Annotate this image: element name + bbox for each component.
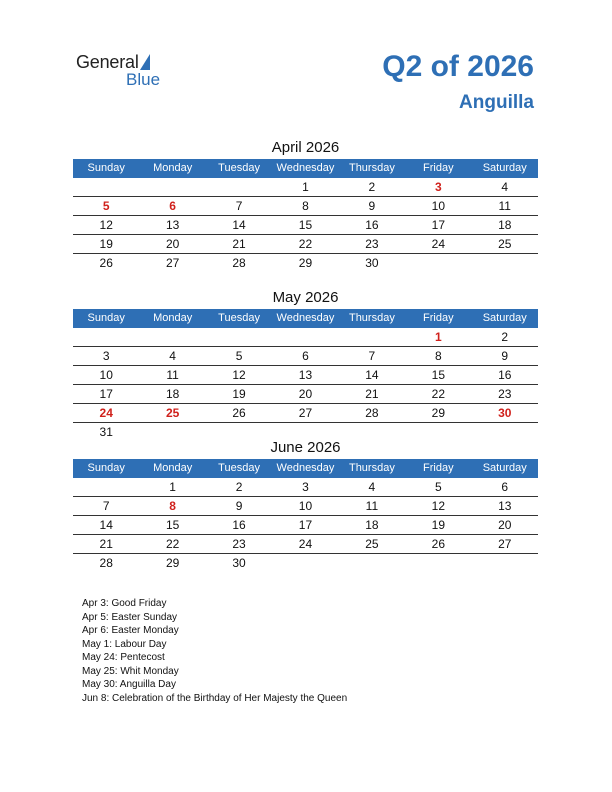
day-cell: 1 — [169, 480, 176, 494]
week-row — [73, 404, 538, 423]
week-row — [73, 366, 538, 385]
holiday-note: May 30: Anguilla Day — [82, 679, 176, 690]
weekday-sunday: Sunday — [87, 312, 125, 324]
weekday-wednesday: Wednesday — [276, 312, 335, 324]
weekday-friday: Friday — [423, 312, 454, 324]
day-cell: 4 — [169, 349, 176, 363]
day-cell: 12 — [99, 218, 113, 232]
weekday-tuesday: Tuesday — [218, 162, 260, 174]
day-cell: 18 — [365, 518, 379, 532]
day-cell: 13 — [298, 368, 313, 382]
weekday-monday: Monday — [153, 312, 193, 324]
week-row — [73, 254, 538, 272]
day-cell: 23 — [232, 537, 246, 551]
day-cell: 3 — [302, 480, 309, 494]
day-cell: 9 — [235, 499, 243, 513]
week-row — [73, 554, 538, 572]
day-cell: 26 — [431, 537, 445, 551]
holiday-day-cell: 8 — [169, 499, 176, 513]
week-row — [73, 197, 538, 216]
day-cell — [339, 554, 405, 572]
day-cell: 13 — [165, 218, 180, 232]
month-june — [73, 437, 538, 572]
weekday-header — [73, 159, 538, 178]
month-title: June 2026 — [270, 439, 341, 456]
day-cell: 19 — [232, 387, 246, 401]
page-title: Q2 of 2026 — [382, 50, 534, 83]
day-cell: 17 — [431, 218, 445, 232]
holiday-day-cell: 3 — [434, 180, 442, 194]
day-cell: 8 — [434, 349, 442, 363]
day-cell: 17 — [298, 518, 313, 532]
month-title: April 2026 — [271, 139, 340, 156]
day-cell: 14 — [365, 368, 379, 382]
day-cell — [405, 254, 471, 272]
holiday-day-cell: 1 — [434, 330, 442, 344]
weekday-friday: Friday — [423, 162, 454, 174]
holiday-day-cell: 30 — [498, 406, 512, 420]
day-cell: 21 — [99, 537, 113, 551]
week-row — [73, 347, 538, 366]
day-cell — [139, 328, 205, 346]
holiday-note: May 1: Labour Day — [82, 638, 167, 650]
holiday-day-cell: 24 — [99, 406, 113, 420]
day-cell: 28 — [365, 406, 379, 420]
day-cell: 27 — [298, 406, 313, 420]
day-cell: 30 — [232, 556, 246, 570]
logo-blue-text: Blue — [126, 70, 161, 89]
week-row — [73, 516, 538, 535]
day-cell: 21 — [232, 237, 246, 251]
weekday-tuesday: Tuesday — [218, 312, 260, 324]
day-cell: 4 — [368, 480, 376, 494]
day-cell: 7 — [368, 349, 376, 363]
day-cell: 15 — [431, 368, 445, 382]
week-row — [73, 328, 538, 347]
day-cell — [472, 254, 538, 272]
day-cell — [73, 328, 139, 346]
holiday-note: May 24: Pentecost — [82, 652, 165, 663]
weekday-tuesday: Tuesday — [218, 462, 260, 474]
day-cell: 11 — [365, 499, 379, 513]
day-cell: 18 — [498, 218, 512, 232]
day-cell — [206, 178, 272, 196]
generalblue-logo — [76, 52, 186, 92]
day-cell: 10 — [298, 499, 313, 513]
day-cell: 5 — [434, 480, 442, 494]
day-cell: 25 — [498, 237, 512, 251]
day-cell: 2 — [235, 480, 243, 494]
day-cell: 2 — [501, 330, 509, 344]
month-may — [73, 287, 538, 441]
day-cell: 29 — [298, 256, 313, 270]
weekday-thursday: Thursday — [348, 462, 395, 474]
logo-general-text: General — [76, 52, 139, 72]
day-cell: 26 — [99, 256, 113, 270]
day-cell: 11 — [498, 199, 511, 213]
weekday-thursday: Thursday — [348, 162, 395, 174]
week-row — [73, 478, 538, 497]
weekday-header — [73, 309, 538, 328]
day-cell: 29 — [431, 406, 445, 420]
day-cell: 9 — [501, 349, 509, 363]
weekday-thursday: Thursday — [348, 312, 395, 324]
day-cell: 27 — [498, 537, 512, 551]
day-cell: 31 — [99, 425, 113, 439]
holiday-day-cell: 5 — [102, 199, 110, 213]
holiday-note: Apr 3: Good Friday — [82, 598, 167, 609]
month-april — [73, 137, 538, 272]
day-cell: 6 — [501, 480, 509, 494]
day-cell: 30 — [365, 256, 379, 270]
day-cell: 10 — [99, 368, 113, 382]
day-cell — [73, 178, 139, 196]
page-subtitle: Anguilla — [459, 92, 534, 113]
day-cell: 3 — [102, 349, 110, 363]
week-row — [73, 497, 538, 516]
day-cell: 23 — [498, 387, 512, 401]
day-cell: 22 — [431, 387, 445, 401]
week-row — [73, 235, 538, 254]
day-cell: 19 — [431, 518, 445, 532]
week-row — [73, 216, 538, 235]
day-cell: 14 — [232, 218, 246, 232]
holiday-day-cell: 25 — [165, 406, 180, 420]
day-cell — [472, 554, 538, 572]
weekday-saturday: Saturday — [482, 312, 527, 324]
day-cell: 20 — [165, 237, 180, 251]
day-cell: 15 — [165, 518, 180, 532]
day-cell: 18 — [165, 387, 180, 401]
day-cell: 12 — [431, 499, 445, 513]
week-row — [73, 385, 538, 404]
day-cell: 13 — [498, 499, 512, 513]
day-cell: 22 — [298, 237, 313, 251]
day-cell: 24 — [298, 537, 313, 551]
weekday-sunday: Sunday — [87, 462, 125, 474]
day-cell: 26 — [232, 406, 246, 420]
day-cell: 10 — [431, 199, 445, 213]
weekday-sunday: Sunday — [87, 162, 125, 174]
weekday-wednesday: Wednesday — [276, 462, 335, 474]
day-cell — [206, 328, 272, 346]
weekday-friday: Friday — [423, 462, 454, 474]
day-cell: 15 — [298, 218, 313, 232]
holiday-notes — [82, 597, 347, 705]
day-cell: 11 — [166, 368, 179, 382]
day-cell — [139, 178, 205, 196]
day-cell: 7 — [102, 499, 110, 513]
day-cell: 12 — [232, 368, 246, 382]
month-title: May 2026 — [272, 289, 339, 306]
day-cell: 28 — [232, 256, 246, 270]
day-cell — [339, 328, 405, 346]
day-cell — [272, 328, 338, 346]
day-cell: 20 — [498, 518, 512, 532]
day-cell: 8 — [302, 199, 309, 213]
day-cell — [73, 478, 139, 496]
day-cell: 4 — [501, 180, 509, 194]
day-cell: 1 — [302, 180, 309, 194]
day-cell: 25 — [365, 537, 379, 551]
day-cell — [405, 554, 471, 572]
holiday-note: Apr 6: Easter Monday — [82, 625, 179, 636]
day-cell: 21 — [365, 387, 379, 401]
day-cell: 24 — [431, 237, 445, 251]
holiday-note: Jun 8: Celebration of the Birthday of Her Majesty the Queen — [82, 692, 348, 704]
weekday-header — [73, 459, 538, 478]
day-cell: 6 — [302, 349, 309, 363]
day-cell: 23 — [365, 237, 379, 251]
holiday-day-cell: 6 — [169, 199, 176, 213]
holiday-note: May 25: Whit Monday — [82, 665, 179, 677]
day-cell: 29 — [165, 556, 180, 570]
weekday-wednesday: Wednesday — [276, 162, 335, 174]
day-cell: 16 — [365, 218, 379, 232]
week-row — [73, 178, 538, 197]
day-cell: 20 — [298, 387, 313, 401]
day-cell — [272, 554, 338, 572]
day-cell: 5 — [235, 349, 243, 363]
weekday-saturday: Saturday — [482, 162, 527, 174]
day-cell: 16 — [232, 518, 246, 532]
day-cell: 2 — [368, 180, 376, 194]
day-cell: 17 — [99, 387, 113, 401]
day-cell: 16 — [498, 368, 512, 382]
week-row — [73, 535, 538, 554]
day-cell: 9 — [368, 199, 376, 213]
weekday-monday: Monday — [153, 462, 193, 474]
weekday-monday: Monday — [153, 162, 193, 174]
day-cell: 27 — [165, 256, 180, 270]
day-cell: 7 — [235, 199, 243, 213]
logo-triangle-icon — [140, 54, 150, 70]
weekday-saturday: Saturday — [482, 462, 527, 474]
holiday-note: Apr 5: Easter Sunday — [82, 611, 178, 623]
day-cell: 22 — [165, 537, 180, 551]
day-cell: 19 — [99, 237, 113, 251]
day-cell: 28 — [99, 556, 113, 570]
day-cell: 14 — [99, 518, 113, 532]
